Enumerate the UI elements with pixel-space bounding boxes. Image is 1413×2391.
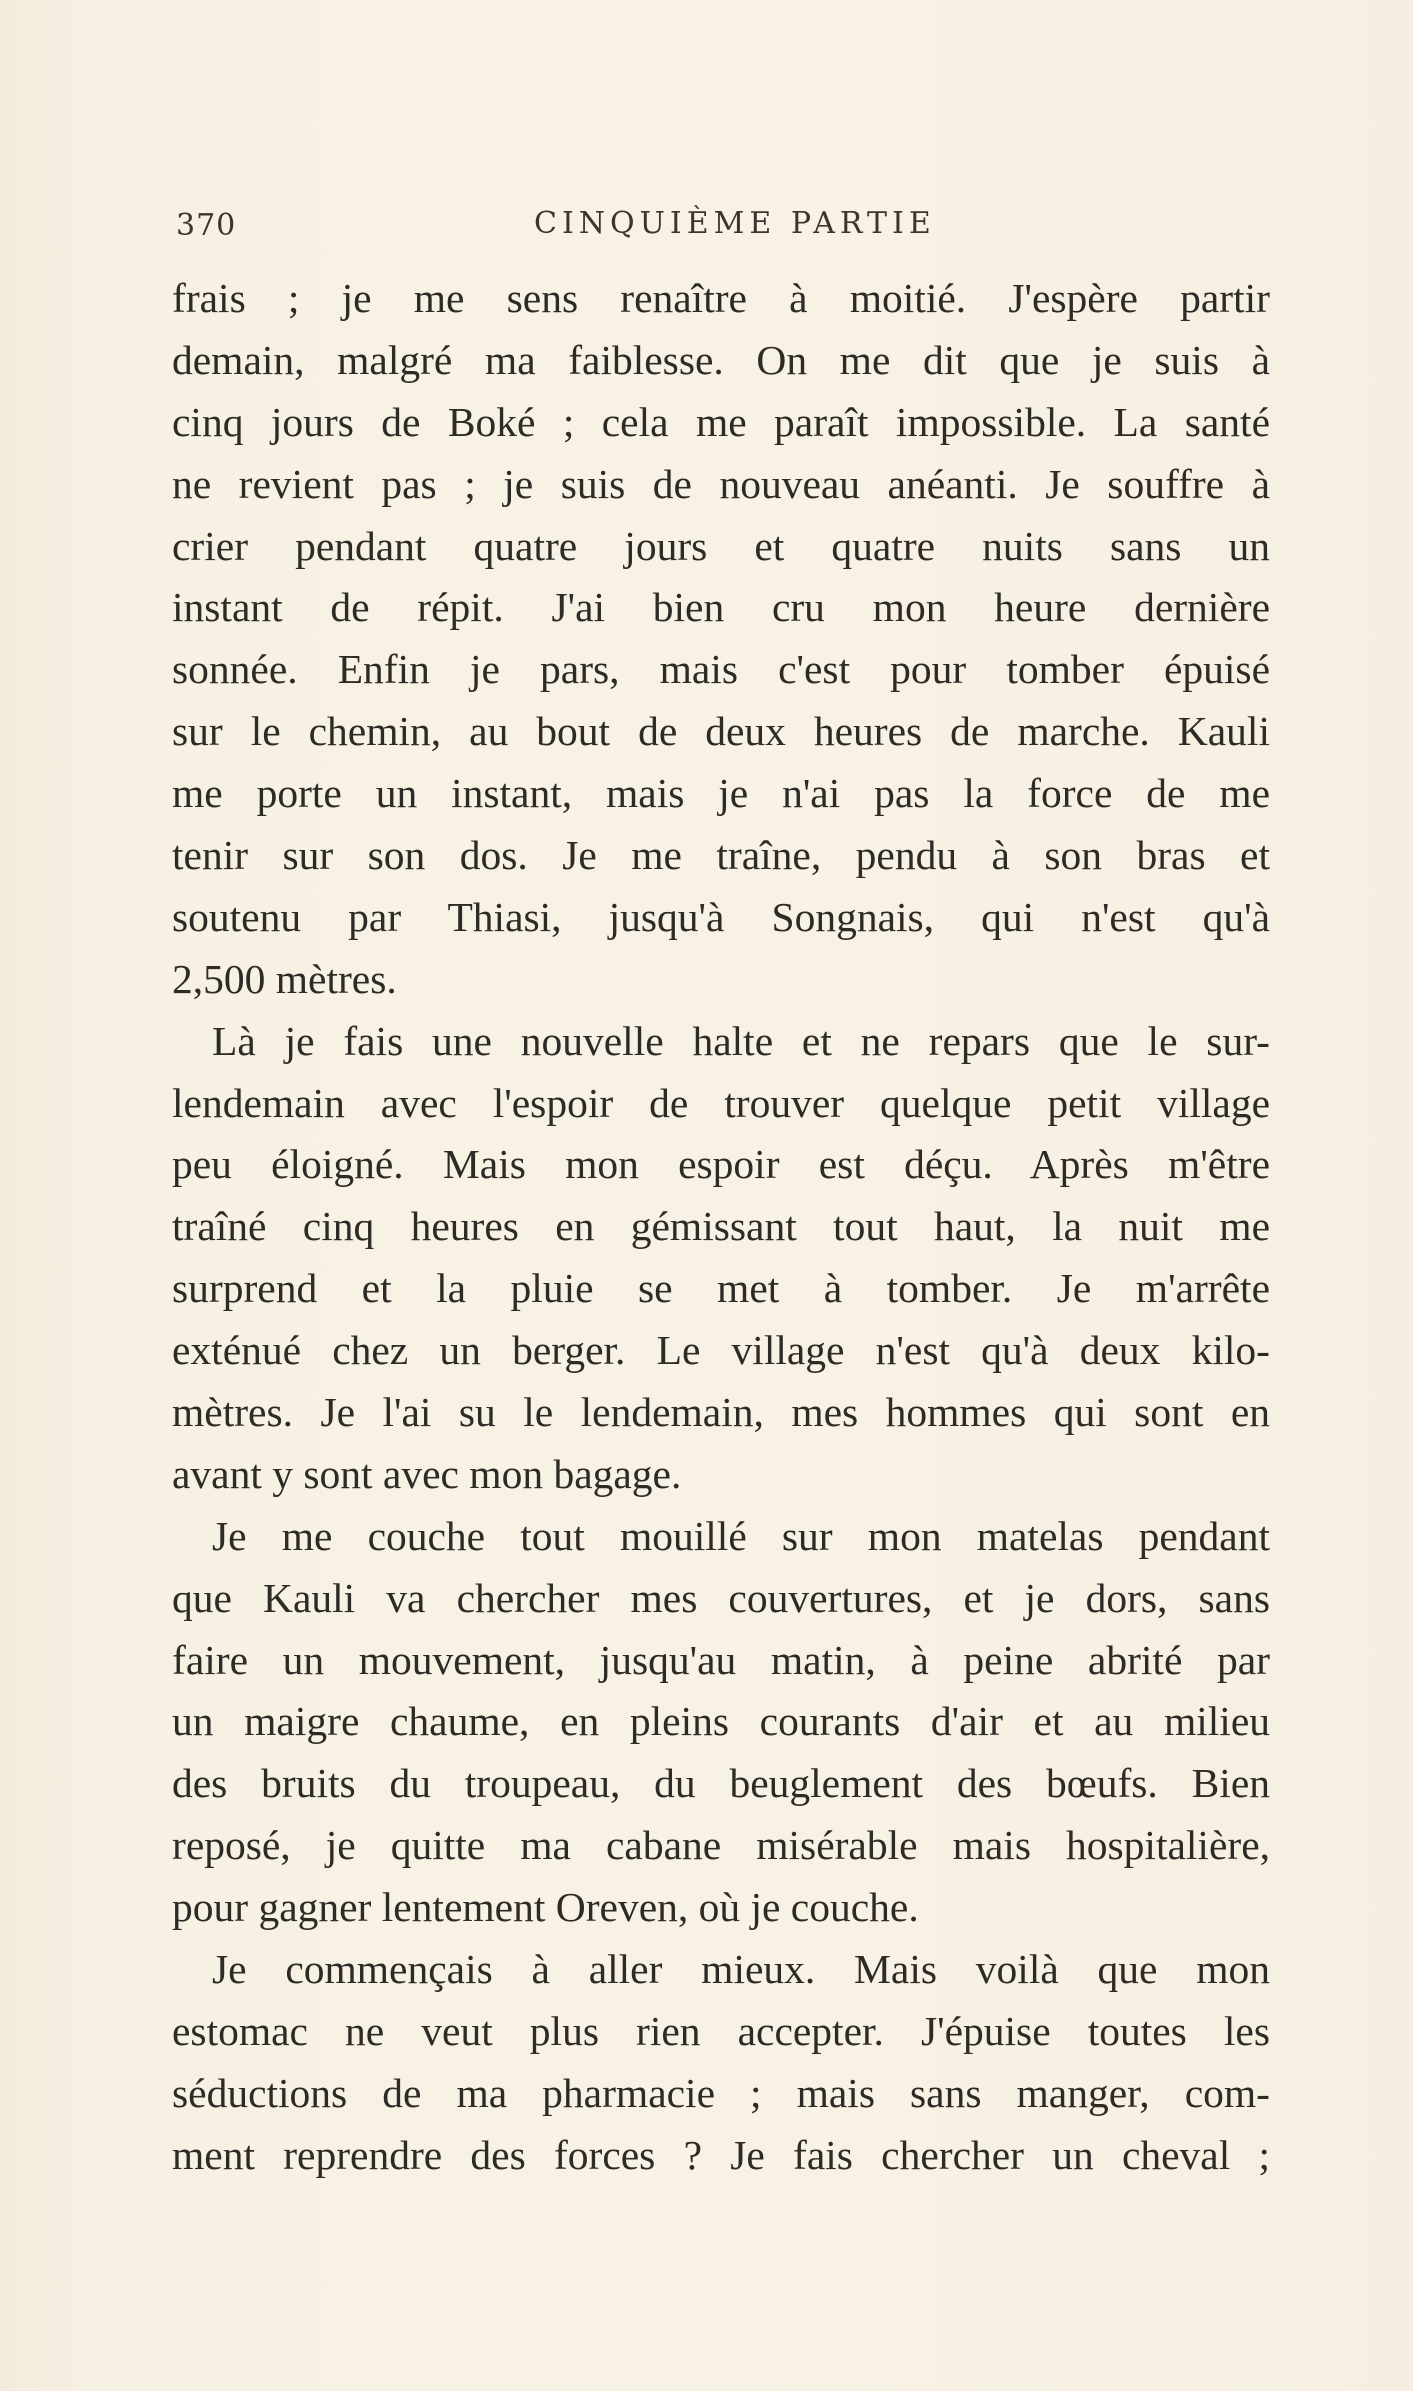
text-line: des bruits du troupeau, du beuglement des bœufs. Bien: [172, 1760, 1270, 1807]
text-line: 2,500 mètres.: [172, 955, 397, 1002]
text-line: que Kauli va chercher mes couvertures, et je dors, sans: [172, 1574, 1270, 1621]
text-line: estomac ne veut plus rien accepter. J'épuise toutes les: [172, 2007, 1270, 2054]
text-line: demain, malgré ma faiblesse. On me dit que je suis à: [172, 336, 1270, 383]
paragraph-4: [172, 1939, 1270, 2187]
text-line: ment reprendre des forces ? Je fais chercher un cheval ;: [172, 2131, 1270, 2178]
text-line: cinq jours de Boké ; cela me paraît impossible. La santé: [172, 398, 1270, 445]
text-line: crier pendant quatre jours et quatre nuits sans un: [172, 522, 1270, 569]
text-line: ne revient pas ; je suis de nouveau anéanti. Je souffre à: [172, 460, 1270, 507]
text-line: un maigre chaume, en pleins courants d'air et au milieu: [172, 1698, 1270, 1745]
page-number: 370: [176, 208, 237, 243]
text-line: lendemain avec l'espoir de trouver quelque petit village: [172, 1079, 1270, 1126]
text-line: tenir sur son dos. Je me traîne, pendu à son bras et: [172, 832, 1270, 879]
paragraph-3: [172, 1506, 1270, 1939]
text-line: sonnée. Enfin je pars, mais c'est pour tomber épuisé: [172, 646, 1270, 693]
text-line: Là je fais une nouvelle halte et ne repars que le sur-: [212, 1017, 1270, 1064]
paragraph-1: [172, 268, 1270, 1011]
text-line: avant y sont avec mon bagage.: [172, 1450, 682, 1497]
text-line: Je me couche tout mouillé sur mon matelas pendant: [212, 1512, 1270, 1559]
text-line: faire un mouvement, jusqu'au matin, à peine abrité par: [172, 1636, 1270, 1683]
text-line: exténué chez un berger. Le village n'est qu'à deux kilo-: [172, 1327, 1270, 1374]
text-line: frais ; je me sens renaître à moitié. J'espère partir: [172, 275, 1270, 321]
text-line: sur le chemin, au bout de deux heures de marche. Kauli: [172, 708, 1270, 755]
text-line: soutenu par Thiasi, jusqu'à Songnais, qui n'est qu'à: [172, 893, 1270, 940]
text-line: séductions de ma pharmacie ; mais sans manger, com-: [172, 2069, 1270, 2116]
running-head: CINQUIÈME PARTIE: [534, 206, 936, 241]
text-line: mètres. Je l'ai su le lendemain, mes hommes qui sont en: [172, 1389, 1270, 1436]
text-line: pour gagner lentement Oreven, où je couche.: [172, 1884, 919, 1931]
text-line: Je commençais à aller mieux. Mais voilà que mon: [212, 1946, 1270, 1993]
body-text: [172, 268, 1270, 2187]
text-line: traîné cinq heures en gémissant tout haut, la nuit me: [172, 1203, 1270, 1250]
text-line: peu éloigné. Mais mon espoir est déçu. Après m'être: [172, 1141, 1270, 1188]
text-line: reposé, je quitte ma cabane misérable mais hospitalière,: [172, 1822, 1270, 1869]
text-line: instant de répit. J'ai bien cru mon heure dernière: [172, 584, 1270, 631]
paragraph-2: [172, 1011, 1270, 1506]
text-line: surprend et la pluie se met à tomber. Je m'arrête: [172, 1265, 1270, 1312]
text-line: me porte un instant, mais je n'ai pas la force de me: [172, 770, 1270, 817]
page-header: [176, 200, 1266, 250]
